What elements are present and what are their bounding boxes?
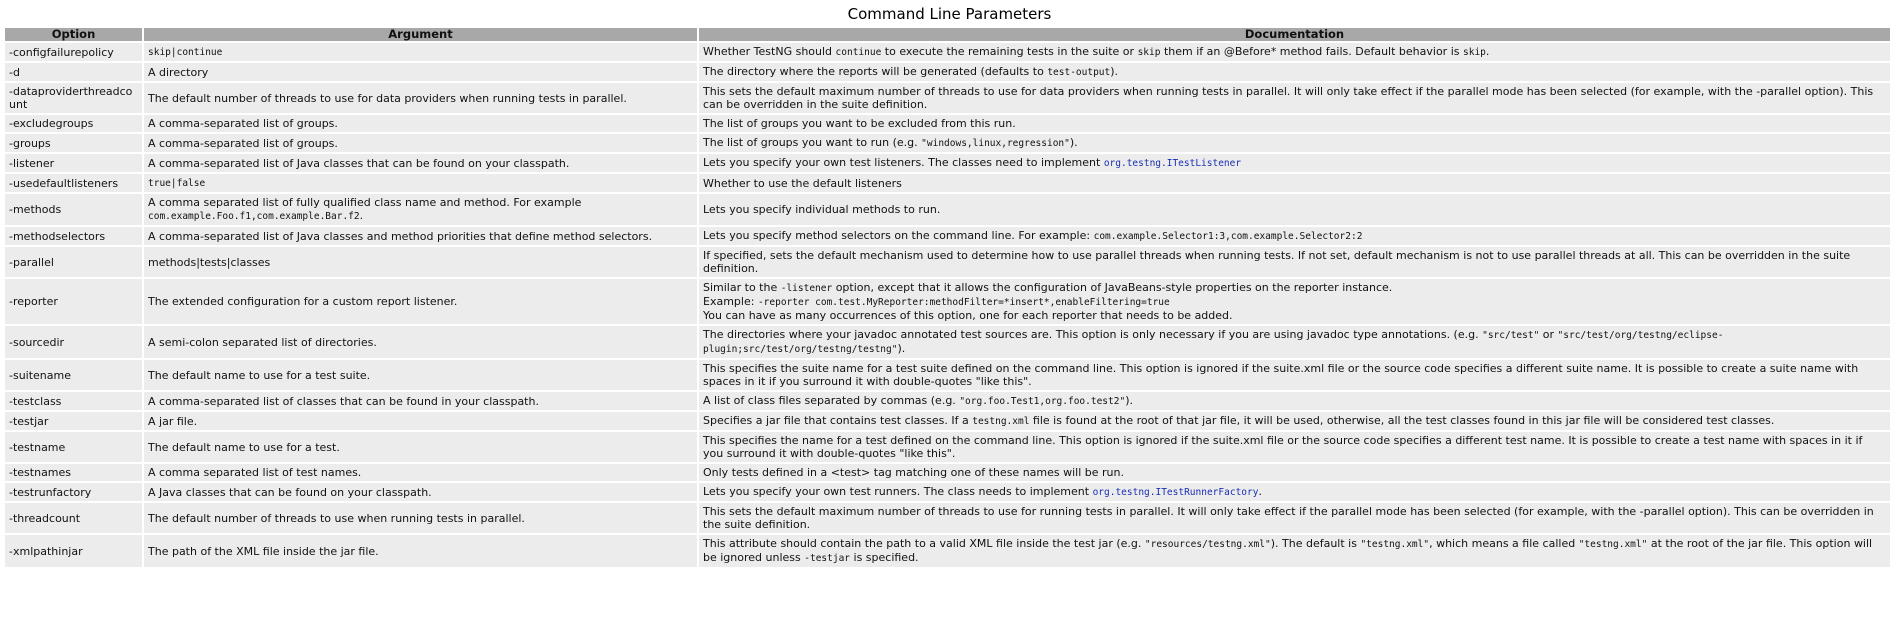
text-segment: The path of the XML file inside the jar file. [148,544,379,558]
option-cell: -parallel [5,247,142,277]
text-segment: A list of class files separated by commas (e.g. [703,394,960,407]
documentation-cell [699,412,1890,430]
text-segment: A comma-separated list of groups. [148,117,338,130]
table-row [5,412,1890,430]
argument-cell [144,326,697,358]
option-cell: -suitename [5,360,142,390]
option-cell: -threadcount [5,503,142,533]
text-segment: to execute the remaining tests in the suite or [881,45,1138,58]
table-row [5,134,1890,152]
text-segment: This specifies the name for a test defined on the command line. This option is ignored if the suite.xml file or the source code specifies a different test name. It is possible to create a test name with spaces in it if you surround it with double-quotes "like this". [703,434,1863,460]
table-row [5,432,1890,462]
table-header [5,28,1890,41]
table-row [5,174,1890,192]
text-segment: The default number of threads to use for data providers when running tests in parallel. [148,91,627,105]
table-row [5,326,1890,358]
code-text[interactable]: org.testng.ITestRunnerFactory [1092,487,1259,498]
text-segment: Lets you specify method selectors on the command line. For example: [703,229,1094,242]
option-cell: -listener [5,154,142,172]
text-segment: A directory [148,65,209,79]
table-row [5,503,1890,533]
table-row [5,392,1890,410]
documentation-cell [699,464,1890,481]
table-row [5,535,1890,567]
text-segment: ). The default is [1270,537,1361,550]
code-text: testng.xml [972,416,1030,427]
option-cell: -excludegroups [5,115,142,132]
argument-cell [144,247,697,277]
code-text: plugin;src/test/org/testng/testng" [703,344,898,355]
code-text: "src/test" [1482,330,1540,341]
documentation-cell [699,63,1890,81]
text-segment: The default name to use for a test. [148,440,340,454]
code-text: -testjar [804,553,851,564]
text-segment: Lets you specify your own test listeners. The classes need to implement [703,156,1104,169]
code-text: com.example.Selector1:3,com.example.Selector2:2 [1093,231,1363,242]
option-cell: -testclass [5,392,142,410]
documentation-cell [699,483,1890,501]
argument-cell [144,535,697,567]
option-cell: -reporter [5,279,142,324]
code-text: "org.foo.Test1,org.foo.test2" [959,396,1126,407]
table-row [5,464,1890,481]
argument-cell [144,360,697,390]
text-segment: option, except that it allows the configuration of JavaBeans-style properties on the reporter instance. [832,281,1393,294]
argument-cell [144,483,697,501]
parameters-table [3,26,1892,569]
code-text: "windows,linux,regression" [921,138,1070,149]
code-text: "testng.xml" [1578,539,1648,550]
code-text: "resources/testng.xml" [1144,539,1271,550]
table-row [5,154,1890,172]
argument-cell [144,227,697,245]
text-segment: This sets the default maximum number of threads to use for data providers when running tests in parallel. It will only take effect if the parallel mode has been selected (for example, with the -parallel option). This can be overridden in the suite definition. [703,85,1874,111]
header-argument: Argument [144,28,697,41]
argument-cell [144,392,697,410]
table-row [5,279,1890,324]
documentation-cell [699,154,1890,172]
table-row [5,63,1890,81]
argument-cell [144,134,697,152]
text-segment: A comma-separated list of classes that can be found in your classpath. [148,394,539,408]
code-text: test-output [1047,67,1111,78]
header-row [5,28,1890,41]
text-segment: Only tests defined in a <test> tag matching one of these names will be run. [703,466,1124,479]
text-segment: Specifies a jar file that contains test classes. If a [703,414,973,427]
table-row [5,227,1890,245]
argument-cell [144,174,697,192]
argument-cell [144,412,697,430]
text-segment: The extended configuration for a custom report listener. [148,295,458,308]
text-segment: . [1485,45,1490,58]
option-cell: -sourcedir [5,326,142,358]
text-segment: The default number of threads to use when running tests in parallel. [148,511,525,525]
text-segment: This sets the default maximum number of threads to use for running tests in parallel. It will only take effect if the parallel mode has been selected (for example, with the -parallel option). This can be overridden in the suite definition. [703,505,1874,531]
text-segment: methods|tests|classes [148,255,271,269]
table-row [5,247,1890,277]
text-segment: . [1258,485,1262,498]
text-segment: You can have as many occurrences of this option, one for each reporter that needs to be added. [703,309,1233,322]
text-segment: file is found at the root of that jar file, it will be used, otherwise, all the test classes found in this jar file will be considered test classes. [1029,414,1775,427]
option-cell: -d [5,63,142,81]
documentation-cell [699,392,1890,410]
documentation-cell [699,326,1890,358]
argument-cell [144,464,697,481]
code-text: skip [1137,47,1161,58]
text-segment: ). [1069,136,1078,149]
code-text: "testng.xml" [1360,539,1430,550]
option-cell: -testrunfactory [5,483,142,501]
option-cell: -xmlpathinjar [5,535,142,567]
argument-cell [144,154,697,172]
option-cell: -groups [5,134,142,152]
table-row [5,194,1890,225]
text-segment: Lets you specify your own test runners. The class needs to implement [703,485,1093,498]
text-segment: ). [1110,65,1119,78]
text-segment: Example: [703,295,758,308]
option-cell: -testnames [5,464,142,481]
table-body [5,43,1890,567]
option-cell: -dataproviderthreadcount [5,83,142,113]
text-segment: at the root of the jar file. This option will be ignored unless [703,537,1873,564]
documentation-cell [699,134,1890,152]
argument-cell [144,194,697,225]
option-cell: -methodselectors [5,227,142,245]
table-row [5,83,1890,113]
header-option: Option [5,28,142,41]
page-title: Command Line Parameters [847,5,1052,23]
text-segment: The directory where the reports will be generated (defaults to [703,65,1048,78]
text-segment: them if an @Before* method fails. Default behavior is [1160,45,1463,58]
text-segment: This specifies the suite name for a test suite defined on the command line. This option is ignored if the suite.xml file or the source code specifies a different suite name. It is possible to create a suite name with spaces in it if you surround it with double-quotes "like this". [703,362,1859,388]
documentation-cell [699,432,1890,462]
documentation-cell [699,43,1890,61]
option-cell: -methods [5,194,142,225]
code-text: "src/test/org/testng/eclipse- [1557,330,1724,341]
documentation-cell [699,194,1890,225]
argument-cell [144,432,697,462]
text-segment: The directories where your javadoc annotated test sources are. This option is only necessary if you are using javadoc type annotations. (e.g. [703,328,1483,341]
code-text: continue [835,47,882,58]
text-segment: A Java classes that can be found on your classpath. [148,485,432,499]
text-segment: ). [897,342,906,355]
text-segment: is specified. [850,551,919,564]
table-row [5,483,1890,501]
argument-cell [144,115,697,132]
table-row [5,43,1890,61]
argument-cell [144,279,697,324]
option-cell: -usedefaultlisteners [5,174,142,192]
argument-cell [144,503,697,533]
documentation-cell [699,535,1890,567]
documentation-cell [699,503,1890,533]
text-segment: Lets you specify individual methods to run. [703,203,941,216]
documentation-cell [699,279,1890,324]
documentation-cell [699,247,1890,277]
text-segment: A comma-separated list of groups. [148,136,338,150]
option-cell: -configfailurepolicy [5,43,142,61]
documentation-cell [699,174,1890,192]
text-segment: If specified, sets the default mechanism used to determine how to use parallel threads when running tests. If not set, default mechanism is not to use parallel threads at all. This can be overridden in the suite definition. [703,249,1851,275]
text-segment: This attribute should contain the path to a valid XML file inside the test jar (e.g. [703,537,1145,550]
documentation-cell [699,227,1890,245]
code-text: true|false [148,178,206,189]
code-text: -listener [780,283,833,294]
text-segment: A comma separated list of test names. [148,466,362,479]
text-segment: The list of groups you want to run (e.g. [703,136,922,149]
code-text: skip [1463,47,1486,58]
table-row [5,360,1890,390]
text-segment: Similar to the [703,281,781,294]
argument-cell [144,63,697,81]
text-segment: A semi-colon separated list of directories. [148,335,377,349]
text-segment: , which means a file called [1429,537,1579,550]
text-segment: . [359,209,364,222]
text-segment: Whether TestNG should [703,45,836,58]
argument-cell [144,83,697,113]
code-text: com.example.Foo.f1,com.example.Bar.f2 [148,211,360,222]
documentation-cell [699,83,1890,113]
code-text: skip|continue [148,47,223,58]
code-text: -reporter com.test.MyReporter:methodFilter=*insert*,enableFiltering=true [757,297,1170,308]
header-documentation: Documentation [699,28,1890,41]
text-segment: The list of groups you want to be excluded from this run. [703,117,1016,130]
documentation-cell [699,115,1890,132]
text-segment: or [1539,328,1558,341]
text-segment: A comma separated list of fully qualified class name and method. For example [148,196,582,209]
argument-cell [144,43,697,61]
text-segment: A comma-separated list of Java classes and method priorities that define method selectors. [148,229,653,243]
text-segment: The default name to use for a test suite. [148,368,371,382]
table-row [5,115,1890,132]
code-text[interactable]: org.testng.ITestListener [1103,158,1242,169]
text-segment: A comma-separated list of Java classes that can be found on your classpath. [148,156,570,170]
option-cell: -testjar [5,412,142,430]
documentation-cell [699,360,1890,390]
text-segment: A jar file. [148,414,198,428]
text-segment: Whether to use the default listeners [703,176,902,190]
option-cell: -testname [5,432,142,462]
text-segment: ). [1125,394,1133,407]
